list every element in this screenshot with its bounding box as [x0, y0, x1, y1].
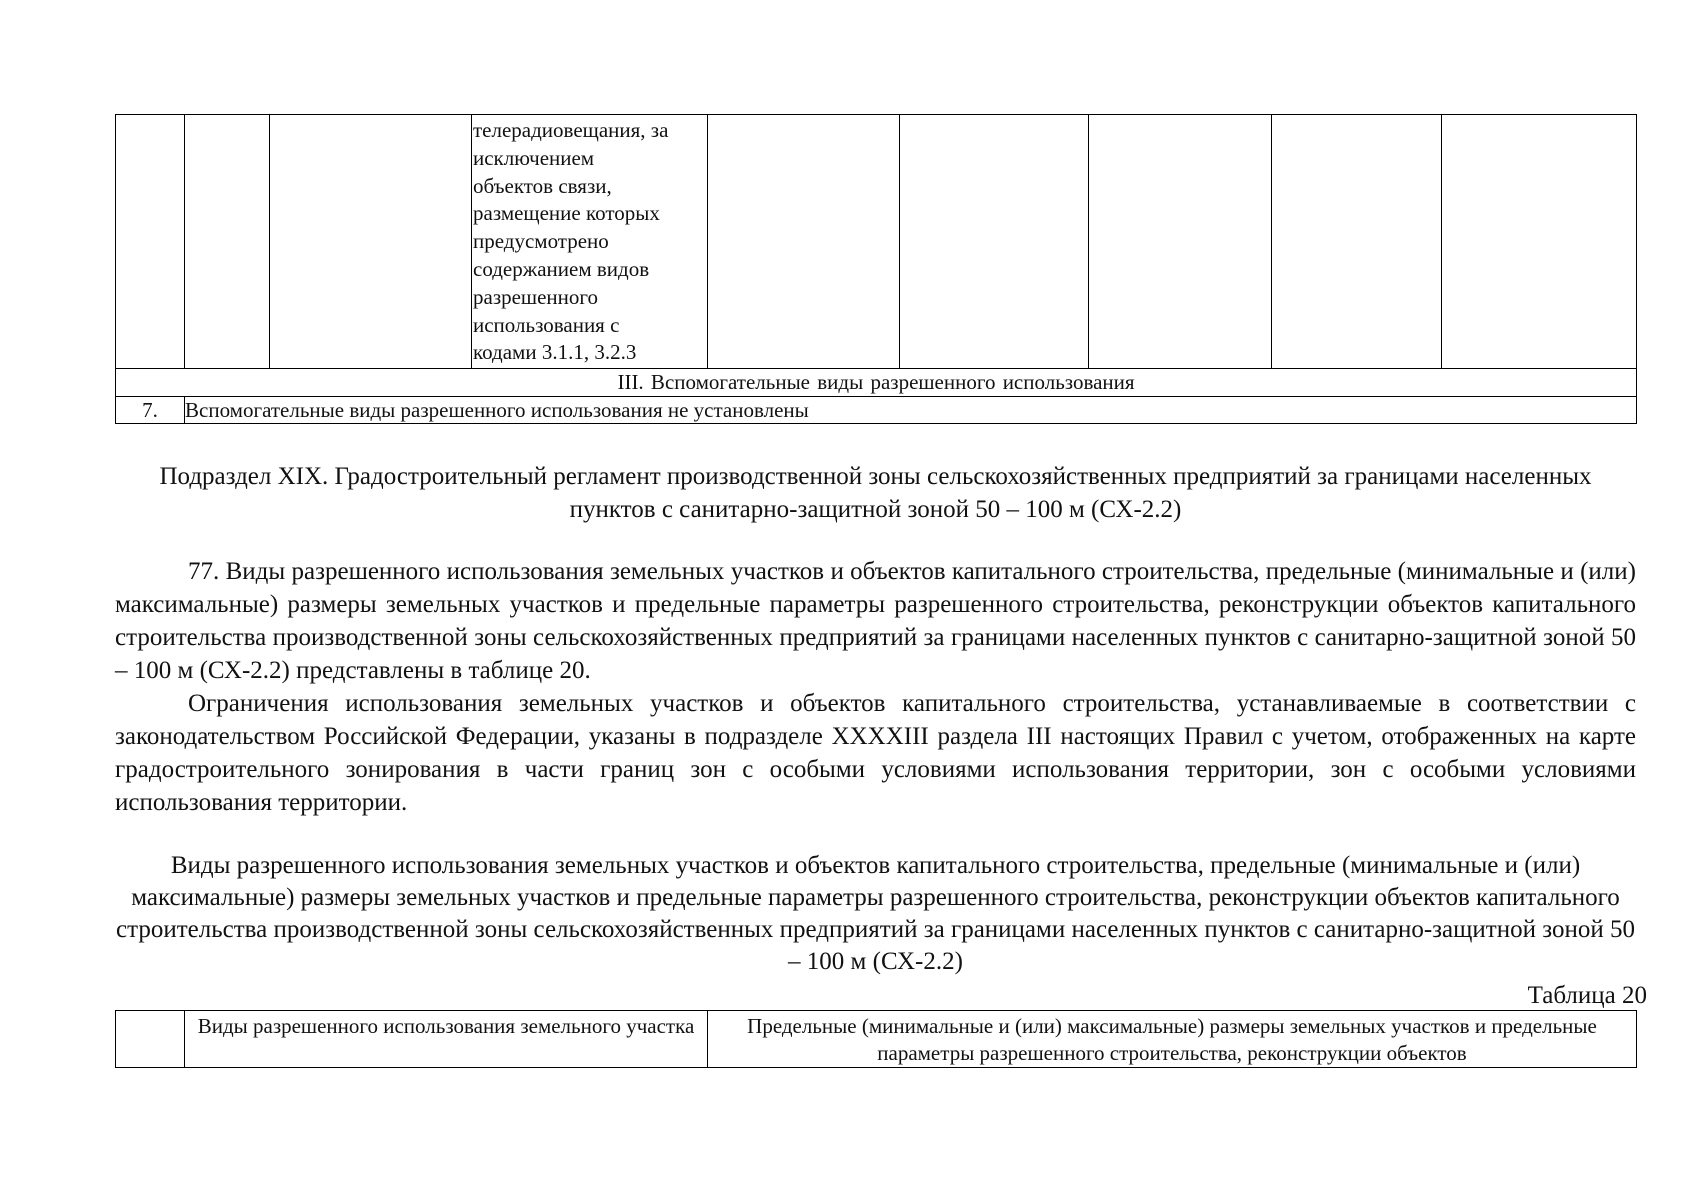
header-cell-number [116, 1011, 185, 1068]
table-cell [1272, 115, 1442, 369]
header-cell-limits: Предельные (минимальные и (или) максимальные) размеры земельных участков и предельные параметры разрешенного строительства, реконструкции объектов [708, 1011, 1637, 1068]
header-cell-use-types: Виды разрешенного использования земельного участка [185, 1011, 708, 1068]
use-type-description-cell: телерадиовещания, за исключением объектов связи, размещение которых предусмотрено содержанием видов разрешенного использования с кодами 3.1.1, 3.2.3 [472, 115, 708, 369]
paragraph: 77. Виды разрешенного использования земельных участков и объектов капитального строительства, предельные (минимальные и (или) максимальные) размеры земельных участков и предельные параметры разрешенного строительства, реконструкции объектов капитального строительства производственной зоны сельскохозяйственных предприятий за границами населенных пунктов с санитарно-защитной зоной 50 – 100 м (СХ-2.2) представлены в таблице 20. [115, 558, 1636, 684]
row-text-cell: Вспомогательные виды разрешенного использования не установлены [185, 397, 1637, 424]
paragraph: Ограничения использования земельных участков и объектов капитального строительства, устанавливаемые в соответствии с законодательством Российской Федерации, указаны в подразделе XXXXIII раздела III настоящих Правил с учетом, отображенных на карте градостроительного зонирования в части границ зон с особыми условиями использования территории, зон с особыми условиями использования территории. [115, 690, 1636, 816]
section-heading-row [116, 369, 1637, 397]
table-cell [1442, 115, 1637, 369]
table-cell [900, 115, 1089, 369]
body-text [115, 555, 1636, 819]
table-caption: Виды разрешенного использования земельных участков и объектов капитального строительства, предельные (минимальные и (или) максимальные) размеры земельных участков и предельные параметры разрешенного строительства, реконструкции объектов капитального строительства производственной зоны сельскохозяйственных предприятий за границами населенных пунктов с санитарно-защитной зоной 50 – 100 м (СХ-2.2) [116, 852, 1635, 975]
table-20-header [115, 1010, 1637, 1068]
table-cell [116, 115, 185, 369]
regulation-table-continuation [115, 114, 1637, 424]
table-cell [270, 115, 472, 369]
table-cell [185, 115, 270, 369]
table-number-label: Таблица 20 [1527, 982, 1647, 1009]
table-header-row [116, 1011, 1637, 1068]
section-heading-cell: III. Вспомогательные виды разрешенного использования [116, 369, 1637, 397]
table-cell [1089, 115, 1272, 369]
table-row [116, 397, 1637, 424]
table-row [116, 115, 1637, 369]
subsection-title: Подраздел XIX. Градостроительный регламент производственной зоны сельскохозяйственных предприятий за границами населенных пунктов с санитарно-защитной зоной 50 – 100 м (СХ-2.2) [159, 463, 1592, 523]
row-number-cell: 7. [116, 397, 185, 424]
table-cell [708, 115, 900, 369]
